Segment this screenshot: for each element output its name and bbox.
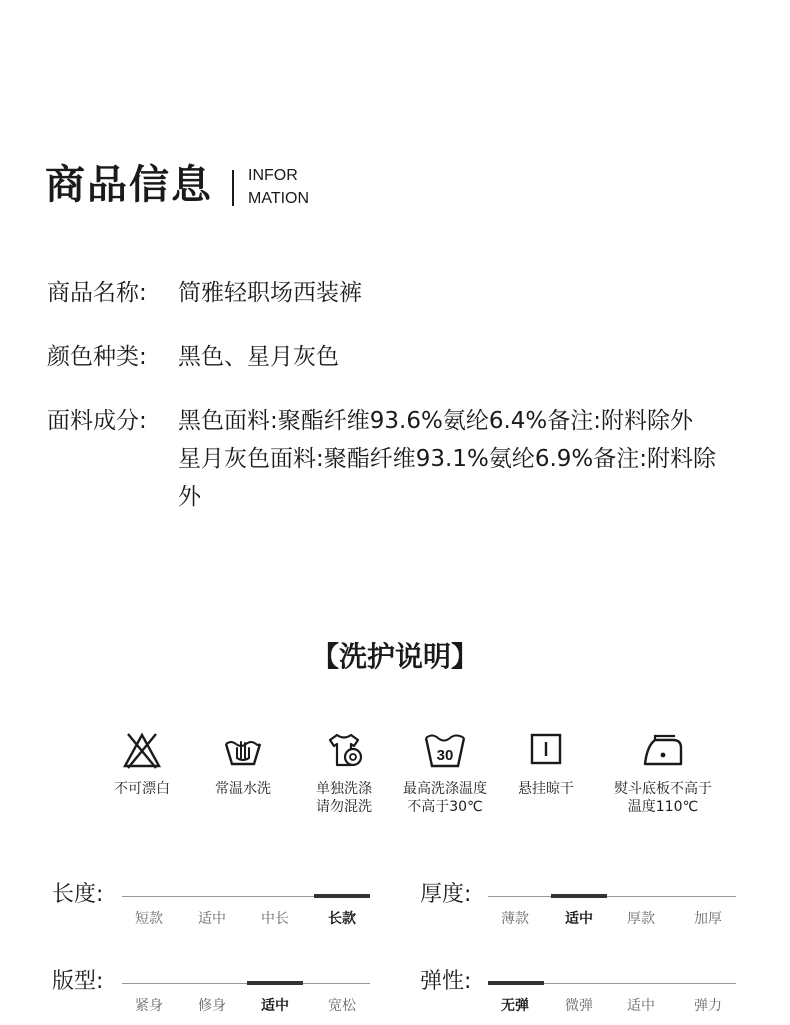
scale-fit-track <box>122 983 370 984</box>
scale-thickness-track <box>488 896 736 897</box>
scale-fit-option: 修身 <box>198 998 226 1014</box>
scale-elasticity-option: 弹力 <box>694 998 722 1014</box>
fabric-black: 黑色面料:聚酯纤维93.6%氨纶6.4%备注:附料除外 <box>178 408 693 434</box>
scale-elasticity-label: 弹性: <box>420 969 472 994</box>
info-name-value: 简雅轻职场西装裤 <box>178 280 362 306</box>
scale-fit-marker <box>247 981 303 985</box>
scale-elasticity-option: 微弹 <box>565 998 593 1014</box>
wash-separately-icon <box>322 730 366 770</box>
info-color-label: 颜色种类: <box>47 344 147 370</box>
scale-thickness-option: 加厚 <box>694 911 722 927</box>
info-name-label: 商品名称: <box>47 280 147 306</box>
care-label: 单独洗涤 请勿混洗 <box>316 781 372 815</box>
info-fabric-value <box>178 402 738 516</box>
care-item-no-bleach <box>87 730 197 798</box>
scale-fit-option: 宽松 <box>328 998 356 1014</box>
care-item-wash-separately <box>289 730 399 816</box>
info-row-color <box>47 338 747 376</box>
hang-dry-icon <box>524 730 568 770</box>
scale-fit-option-selected: 适中 <box>261 998 289 1014</box>
scale-length-option: 中长 <box>261 911 289 927</box>
scale-fit-option: 紧身 <box>135 998 163 1014</box>
care-title: 【洗护说明】 <box>310 640 479 673</box>
iron-icon <box>641 730 685 770</box>
care-item-iron <box>603 730 723 816</box>
hand-wash-icon <box>221 730 265 770</box>
wash-temp-badge: 30 <box>436 747 454 764</box>
care-label: 悬挂晾干 <box>518 781 574 797</box>
info-color-value: 黑色、星月灰色 <box>178 344 339 370</box>
scale-elasticity-marker <box>488 981 544 985</box>
care-label: 熨斗底板不高于 温度110℃ <box>614 781 712 815</box>
scale-thickness-label: 厚度: <box>420 882 472 907</box>
care-item-hand-wash <box>188 730 298 798</box>
scale-thickness-option: 薄款 <box>501 911 529 927</box>
wash-30-icon <box>423 730 467 770</box>
fabric-grey: 星月灰色面料:聚酯纤维93.1%氨纶6.9%备注:附料除外 <box>178 446 716 510</box>
title-divider <box>232 170 234 206</box>
care-label: 常温水洗 <box>215 781 271 797</box>
title-english <box>248 164 309 210</box>
care-label: 不可漂白 <box>114 781 170 797</box>
page-title: 商品信息 <box>45 162 213 208</box>
scale-length-option: 短款 <box>135 911 163 927</box>
info-row-name <box>47 274 747 312</box>
scale-elasticity-option-selected: 无弹 <box>501 998 529 1014</box>
no-bleach-icon <box>120 730 164 770</box>
care-item-hang-dry <box>491 730 601 798</box>
title-english-line2: MATION <box>248 190 310 207</box>
scale-length-option: 适中 <box>198 911 226 927</box>
care-label: 最高洗涤温度 不高于30℃ <box>403 781 487 815</box>
scale-fit-label: 版型: <box>52 969 104 994</box>
scale-length-option-selected: 长款 <box>328 911 356 927</box>
scale-length-marker <box>314 894 370 898</box>
scale-length-label: 长度: <box>52 882 104 907</box>
scale-elasticity-option: 适中 <box>627 998 655 1014</box>
scale-thickness-marker <box>551 894 607 898</box>
scale-thickness-option-selected: 适中 <box>565 911 593 927</box>
title-english-line1: INFOR <box>248 167 298 184</box>
info-fabric-label: 面料成分: <box>47 408 147 434</box>
scale-thickness-option: 厚款 <box>627 911 655 927</box>
care-item-wash-30 <box>390 730 500 816</box>
info-row-fabric <box>47 402 747 554</box>
